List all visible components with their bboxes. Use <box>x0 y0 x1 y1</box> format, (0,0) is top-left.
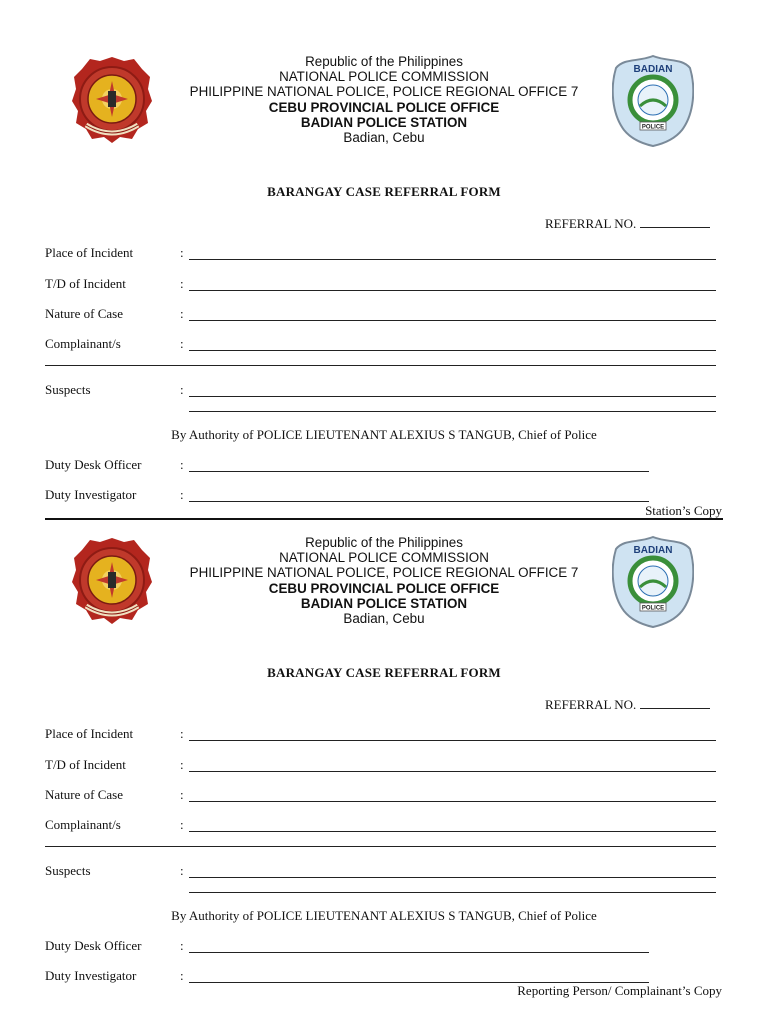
letterhead-text <box>150 535 618 626</box>
complainant-label: Complainant/s <box>45 817 121 832</box>
pnp-region-line: PHILIPPINE NATIONAL POLICE, POLICE REGIONAL OFFICE 7 <box>189 565 579 581</box>
referral-number-blank[interactable] <box>640 215 710 228</box>
provincial-office-line: CEBU PROVINCIAL POLICE OFFICE <box>268 99 500 115</box>
suspects-blank[interactable] <box>189 396 716 397</box>
badian-police-badge-icon <box>612 54 694 148</box>
pnp-region-line: PHILIPPINE NATIONAL POLICE, POLICE REGIONAL OFFICE 7 <box>189 84 579 100</box>
cut-separator <box>45 518 723 520</box>
badian-police-badge-icon <box>612 535 694 629</box>
referral-number <box>545 215 710 232</box>
td-label: T/D of Incident <box>45 757 126 772</box>
complainant-blank[interactable] <box>189 831 716 832</box>
suspects-label: Suspects <box>45 863 91 878</box>
colon: : <box>180 336 184 351</box>
colon: : <box>180 306 184 321</box>
place-blank[interactable] <box>189 259 716 260</box>
pnp-seal-icon <box>72 55 152 145</box>
colon: : <box>180 938 184 953</box>
nature-label: Nature of Case <box>45 787 123 802</box>
copy-label: Station’s Copy <box>645 503 722 518</box>
place-blank[interactable] <box>189 740 716 741</box>
letterhead-text <box>150 54 618 145</box>
investigator-blank[interactable] <box>189 501 649 502</box>
referral-number-blank[interactable] <box>640 696 710 709</box>
station-line: BADIAN POLICE STATION <box>300 595 468 611</box>
authority-line: By Authority of POLICE LIEUTENANT ALEXIUS S TANGUB, Chief of Police <box>171 908 597 923</box>
authority-line: By Authority of POLICE LIEUTENANT ALEXIUS S TANGUB, Chief of Police <box>171 427 597 442</box>
place-label: Place of Incident <box>45 726 134 741</box>
colon: : <box>180 245 184 260</box>
form-title: BARANGAY CASE REFERRAL FORM <box>267 184 501 199</box>
suspects-blank-2[interactable] <box>189 892 716 893</box>
referral-label: REFERRAL NO. <box>545 216 637 231</box>
form-copy-station <box>0 48 768 538</box>
complainant-blank[interactable] <box>189 350 716 351</box>
suspects-blank[interactable] <box>189 877 716 878</box>
republic-line: Republic of the Philippines <box>305 535 463 550</box>
desk-officer-label: Duty Desk Officer <box>45 457 142 472</box>
republic-line: Republic of the Philippines <box>305 54 463 69</box>
letterhead <box>0 54 768 144</box>
location-line: Badian, Cebu <box>343 130 425 146</box>
suspects-label: Suspects <box>45 382 91 397</box>
td-blank[interactable] <box>189 290 716 291</box>
colon: : <box>180 457 184 472</box>
badge-top-text: BADIAN <box>633 64 673 75</box>
location-line: Badian, Cebu <box>343 611 425 627</box>
letterhead <box>0 535 768 625</box>
referral-number <box>545 696 710 713</box>
copy-label: Reporting Person/ Complainant’s Copy <box>517 983 722 998</box>
td-blank[interactable] <box>189 771 716 772</box>
colon: : <box>180 787 184 802</box>
colon: : <box>180 726 184 741</box>
nature-blank[interactable] <box>189 320 716 321</box>
place-label: Place of Incident <box>45 245 134 260</box>
colon: : <box>180 276 184 291</box>
form-copy-complainant <box>0 529 768 1019</box>
investigator-label: Duty Investigator <box>45 968 137 983</box>
complainant-extra-blank[interactable] <box>45 365 716 366</box>
complainant-extra-blank[interactable] <box>45 846 716 847</box>
desk-officer-blank[interactable] <box>189 471 649 472</box>
station-line: BADIAN POLICE STATION <box>300 114 468 130</box>
colon: : <box>180 487 184 502</box>
form-title: BARANGAY CASE REFERRAL FORM <box>267 665 501 680</box>
referral-label: REFERRAL NO. <box>545 697 637 712</box>
td-label: T/D of Incident <box>45 276 126 291</box>
badge-banner-text: POLICE <box>641 124 665 131</box>
pnp-seal-icon <box>72 536 152 626</box>
nature-blank[interactable] <box>189 801 716 802</box>
napolcom-line: NATIONAL POLICE COMMISSION <box>279 69 489 85</box>
investigator-label: Duty Investigator <box>45 487 137 502</box>
colon: : <box>180 757 184 772</box>
colon: : <box>180 817 184 832</box>
nature-label: Nature of Case <box>45 306 123 321</box>
colon: : <box>180 968 184 983</box>
colon: : <box>180 382 184 397</box>
badge-top-text: BADIAN <box>633 545 673 556</box>
napolcom-line: NATIONAL POLICE COMMISSION <box>279 550 489 566</box>
badge-banner-text: POLICE <box>641 605 665 612</box>
suspects-blank-2[interactable] <box>189 411 716 412</box>
complainant-label: Complainant/s <box>45 336 121 351</box>
provincial-office-line: CEBU PROVINCIAL POLICE OFFICE <box>268 580 500 596</box>
colon: : <box>180 863 184 878</box>
desk-officer-label: Duty Desk Officer <box>45 938 142 953</box>
desk-officer-blank[interactable] <box>189 952 649 953</box>
